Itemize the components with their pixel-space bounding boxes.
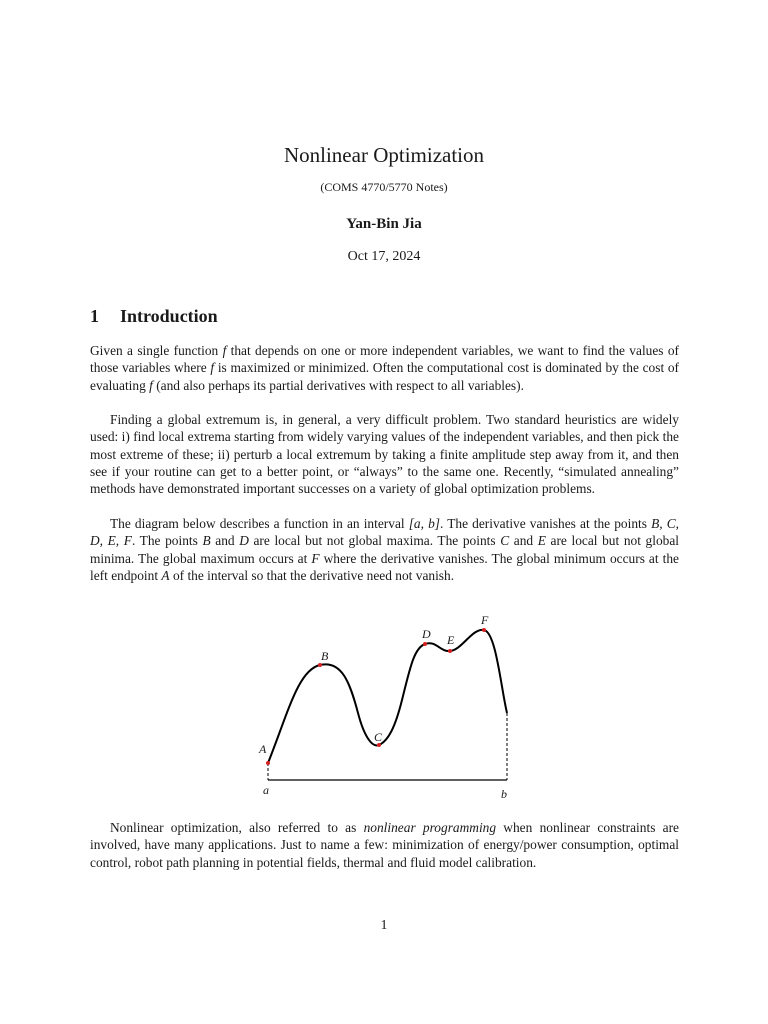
- point-d-marker: [423, 642, 427, 646]
- text-run: are local but not global maxima. The points: [248, 533, 501, 549]
- section-number: 1: [90, 306, 99, 326]
- document-title: Nonlinear Optimization: [283, 143, 485, 167]
- point-label-e: E: [447, 633, 455, 647]
- point-label-d: D: [422, 627, 431, 641]
- text-run: (and also perhaps its partial derivatives with respect to all variables).: [152, 377, 524, 393]
- point-label-b: B: [321, 649, 329, 663]
- math-symbol: f: [222, 343, 227, 358]
- math-symbol: F: [311, 550, 320, 566]
- point-a-marker: [266, 761, 270, 765]
- math-symbol: E: [537, 533, 546, 549]
- math-symbol: C: [500, 533, 510, 549]
- document-date: Oct 17, 2024: [347, 249, 421, 264]
- text-run: Nonlinear optimization, also referred to as: [110, 820, 364, 835]
- text-run: . The derivative vanishes at the points: [440, 516, 652, 531]
- text-run: where the derivative vanishes. The global minimum occurs at the left endpoint: [90, 550, 679, 583]
- text-run: when nonlinear constraints are involved, have many applications. Just to name a few: minimization of energy/power consumption, optimal control, robot path planning in potential fields, thermal and fluid model calibration.: [90, 820, 679, 870]
- section-heading: [90, 306, 218, 327]
- math-symbol: f: [149, 377, 153, 393]
- math-symbol: B: [202, 533, 211, 549]
- point-e-marker: [448, 649, 452, 653]
- endpoint-label-a: a: [263, 783, 269, 797]
- paragraph-4: [90, 819, 679, 871]
- math-symbol: [a, b]: [408, 516, 440, 531]
- paragraph-3: [90, 515, 679, 584]
- function-diagram: [250, 608, 530, 808]
- point-f-marker: [482, 628, 486, 632]
- math-symbol: D: [239, 533, 249, 549]
- endpoint-label-b: b: [501, 787, 507, 801]
- math-symbol: A: [161, 567, 170, 583]
- point-label-a: A: [259, 742, 267, 756]
- section-title: Introduction: [120, 306, 218, 326]
- text-run: of the interval so that the derivative need not vanish.: [169, 567, 455, 583]
- text-run: Given a single function: [90, 343, 223, 358]
- text-run: The diagram below describes a function in an interval: [110, 516, 409, 531]
- text-run: that depends on one or more independent variables, we want to find the values of those variables where: [90, 343, 679, 376]
- page-number: 1: [380, 918, 388, 933]
- text-run: is maximized or minimized. Often the computational cost is dominated by the cost of evaluating: [90, 360, 680, 393]
- point-label-c: C: [374, 730, 383, 744]
- math-symbol: f: [210, 360, 215, 376]
- math-symbol: B, C, D, E, F: [90, 516, 680, 549]
- function-curve: [268, 630, 507, 763]
- author-name: Yan-Bin Jia: [346, 216, 422, 232]
- text-run: and: [210, 533, 240, 549]
- emphasis-term: nonlinear programming: [363, 820, 497, 835]
- point-label-f: F: [481, 613, 489, 627]
- text-run: are local but not global minima. The global maximum occurs at: [90, 533, 680, 566]
- paragraph-2: Finding a global extremum is, in general, a very difficult problem. Two standard heuristics are widely used: i) find local extrema starting from widely varying values of the independent variables, and then pick the most extreme of these; ii) perturb a local extremum by taking a finite amplitude step away from it, and then see if your routine can get to a better point, or “always” to the same one. Recently, “simulated annealing” methods have demonstrated important successes on a variety of global optimization problems.: [90, 412, 679, 497]
- paragraph-1: [90, 342, 679, 394]
- text-run: . The points: [131, 533, 203, 549]
- text-run: and: [509, 533, 538, 549]
- point-b-marker: [318, 663, 322, 667]
- document-subtitle: (COMS 4770/5770 Notes): [320, 180, 448, 194]
